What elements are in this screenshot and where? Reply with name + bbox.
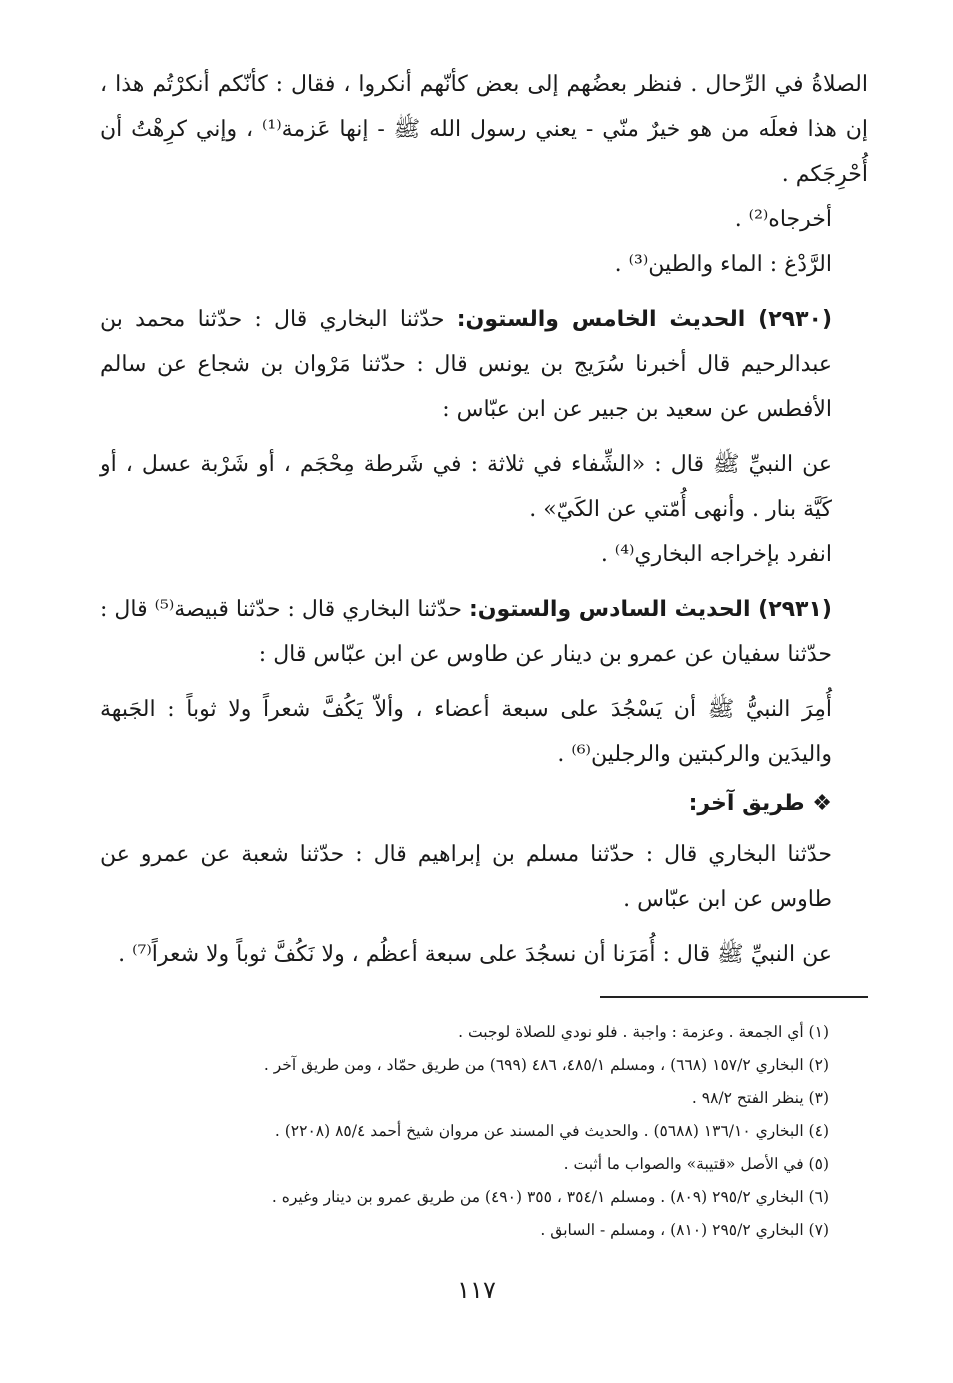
other-chain-text: حدّثنا البخاري قال : حدّثنا مسلم بن إبراهيم قال : حدّثنا شعبة عن عمرو عن طاوس عن ابن عبّاس .: [100, 842, 832, 912]
footnote-divider: [600, 996, 868, 998]
main-text: [100, 62, 868, 977]
footnote-6: (٦) البخاري ٢٩٥/٢ (٨٠٩) . ومسلم ٣٥٤/١ ، ٣٥٥ (٤٩٠) من طريق عمرو بن دينار وغيره .: [271, 1188, 829, 1206]
hadith-2931-chain: حدّثنا البخاري قال : حدّثنا قبيصة⁽⁵⁾ قال : حدّثنا سفيان عن عمرو بن دينار عن طاوس عن ابن عبّاس قال :: [100, 597, 832, 667]
footnote-3: (٣) ينظر الفتح ٩٨/٢ .: [691, 1089, 829, 1107]
paragraph-attribution: أخرجاه⁽²⁾ .: [734, 207, 832, 232]
hadith-2931-heading: (٢٩٣١) الحديث السادس والستون:: [468, 597, 832, 622]
hadith-2930-chain: حدّثنا البخاري قال : حدّثنا محمد بن عبدالرحيم قال أخبرنا سُرَيج بن يونس قال : حدّثنا مَرْوان بن شجاع عن سالم الأفطس عن سعيد بن جبير عن ابن عبّاس :: [100, 307, 832, 422]
paragraph-definition: الرَّدْغ : الماء والطين⁽³⁾ .: [614, 252, 832, 277]
footnote-4: (٤) البخاري ١٣٦/١٠ (٥٦٨٨) . والحديث في المسند عن مروان شيخ أحمد ٨٥/٤ (٢٢٠٨) .: [274, 1122, 829, 1140]
other-chain-hadith: عن النبيِّ ﷺ قال : أُمَرَنا أن نسجُدَ على سبعة أعظُم ، ولا نَكُفَّ ثوباً ولا شعراً⁽⁷⁾ .: [118, 942, 832, 967]
paragraph-continuation: الصلاةُ في الرِّحال . فنظر بعضُهم إلى بعض كأنّهم أنكروا ، فقال : كأنّكم أنكرْتُم هذا ، إن هذا فعلَه من هو خيرٌ منّي - يعني رسول الله ﷺ - إنها عَزمة⁽¹⁾ ، وإني كرِهْتُ أن أُحْرِجَكم .: [100, 72, 868, 187]
footnote-2: (٢) البخاري ١٥٧/٢ (٦٦٨) ، ومسلم ٤٨٥/١، ٤٨٦ (٦٩٩) من طريق حمّاد ، ومن طريق آخر .: [263, 1056, 829, 1074]
page-number: ١١٧: [457, 1276, 496, 1304]
hadith-2931-text: أُمِرَ النبيُّ ﷺ أن يَسْجُدَ على سبعة أعضاء ، وألاّ يَكُفَّ شعراً ولا ثوباً : الجَبهة واليدَين والركبتين والرجلين⁽⁶⁾ .: [100, 697, 832, 767]
other-chain-heading: ❖ طريق آخر:: [688, 791, 832, 816]
hadith-2930-text: عن النبيِّ ﷺ قال : «الشِّفاء في ثلاثة : في شَرطة مِحْجَم ، أو شَرْبة عسل ، أو كَيَّة بنار . وأنهى أُمّتي عن الكَيّ» .: [100, 452, 832, 522]
hadith-2930-source: انفرد بإخراجه البخاري⁽⁴⁾ .: [600, 542, 832, 567]
hadith-2930: [100, 297, 868, 432]
footnote-7: (٧) البخاري ٢٩٥/٢ (٨١٠) ، ومسلم - السابق .: [540, 1221, 829, 1239]
hadith-2931: [100, 587, 868, 677]
hadith-2930-heading: (٢٩٣٠) الحديث الخامس والستون:: [456, 307, 833, 332]
footnotes: [93, 1016, 853, 1247]
footnote-1: (١) أي الجمعة . وعزمة : واجبة . فلو نودي للصلاة لوجبت .: [458, 1023, 829, 1041]
footnote-5: (٥) في الأصل «قتيبة» والصواب ما أثبت .: [563, 1155, 829, 1173]
